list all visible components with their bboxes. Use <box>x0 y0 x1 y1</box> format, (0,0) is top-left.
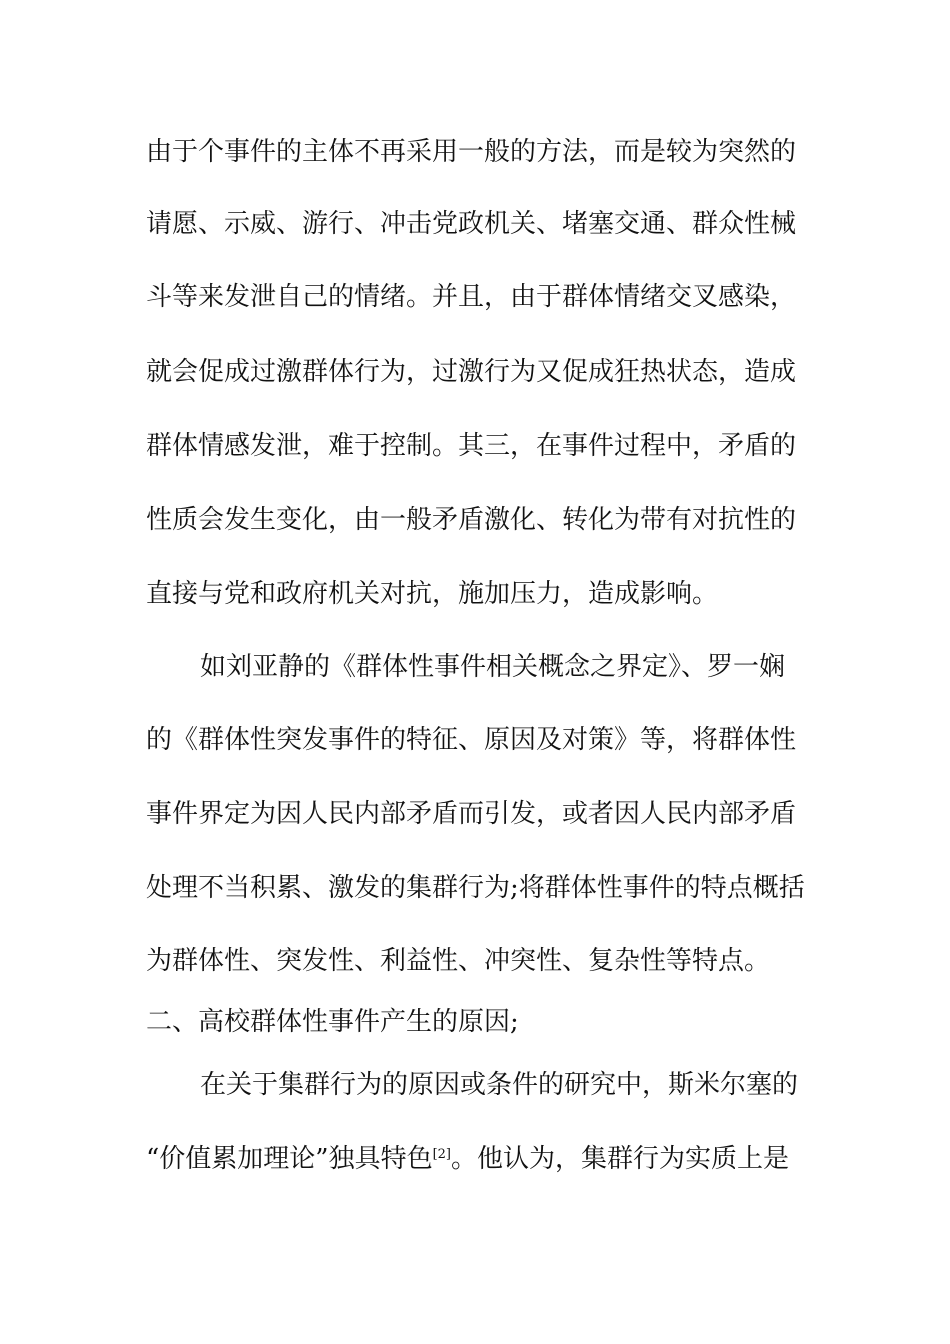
paragraph-line: 请愿、示威、游行、冲击党政机关、堵塞交通、群众性械 <box>146 209 797 239</box>
paragraph-line: 由于个事件的主体不再采用一般的方法，而是较为突然的 <box>146 137 797 167</box>
paragraph-line: 的《群体性突发事件的特征、原因及对策》等，将群体性 <box>146 725 797 755</box>
paragraph-line: 处理不当积累、激发的集群行为;将群体性事件的特点概括 <box>146 873 805 903</box>
paragraph-line: 群体情感发泄，难于控制。其三，在事件过程中，矛盾的 <box>146 431 797 461</box>
paragraph-line: 在关于集群行为的原因或条件的研究中，斯米尔塞的 <box>200 1070 799 1100</box>
paragraph-line: 事件界定为因人民内部矛盾而引发，或者因人民内部矛盾 <box>146 799 797 829</box>
line-text: 。他认为，集群行为实质上是 <box>451 1144 790 1174</box>
paragraph-line: 直接与党和政府机关对抗，施加压力，造成影响。 <box>146 579 719 609</box>
paragraph-line: 如刘亚静的《群体性事件相关概念之界定》、罗一娴 <box>200 652 786 682</box>
line-text: “价值累加理论”独具特色 <box>146 1144 433 1174</box>
paragraph-line: 就会促成过激群体行为，过激行为又促成狂热状态，造成 <box>146 357 797 387</box>
paragraph-line: 性质会发生变化，由一般矛盾激化、转化为带有对抗性的 <box>146 505 797 535</box>
paragraph-line <box>146 1143 816 1175</box>
citation-marker[interactable]: [2] <box>432 1147 452 1162</box>
section-heading: 二、高校群体性事件产生的原因; <box>146 1007 519 1037</box>
paragraph-line: 为群体性、突发性、利益性、冲突性、复杂性等特点。 <box>146 946 771 976</box>
paragraph-line: 斗等来发泄自己的情绪。并且，由于群体情绪交叉感染， <box>146 282 797 312</box>
